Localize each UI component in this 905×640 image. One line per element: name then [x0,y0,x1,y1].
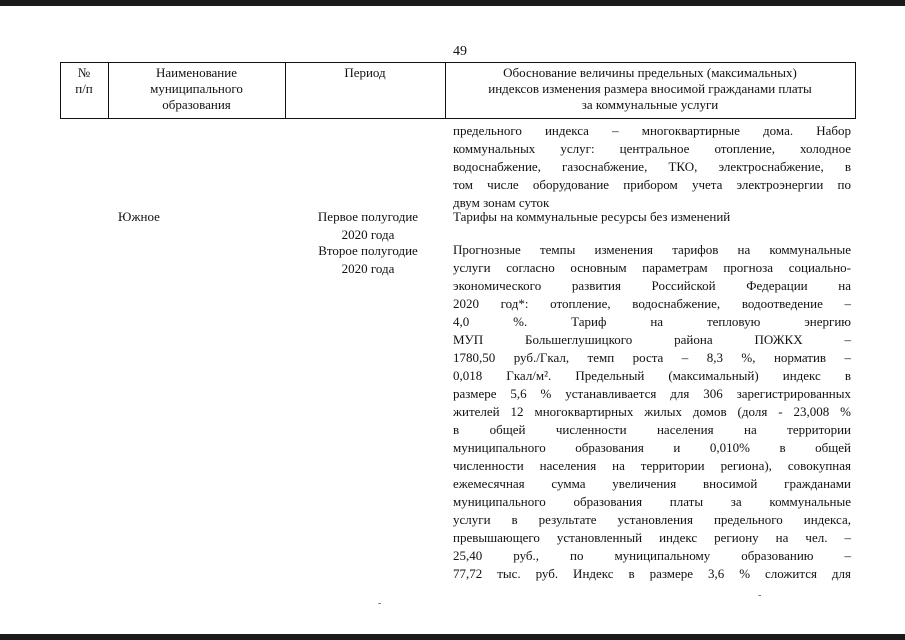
row-text-second-half [453,241,851,583]
text-line: услуги в результате установления предельного индекса, [453,512,851,527]
header-divider [855,62,856,119]
text-line: экономического развития Российской Федерации на [453,278,851,293]
header-number [60,65,108,97]
row-text-first-half [453,208,851,226]
scan-bottom-border [0,634,905,640]
text-line: превышающего установленный индекс региону на чел. – [453,530,851,545]
text-line: муниципального образования и 0,010% в общей [453,440,851,455]
text-line: жителей 12 многоквартирных жилых домов (доля - 23,008 % [453,404,851,419]
scan-speck: - [758,590,762,601]
header-line: индексов изменения размера вносимой гражданами платы [488,81,812,96]
text-line: в общей численности населения на территории [453,422,851,437]
text-line: том числе оборудование прибором учета электроэнергии по [453,177,851,192]
text-line: 2020 год*: отопление, водоснабжение, водоотведение – [453,296,851,311]
header-line: Период [344,65,386,80]
header-top-rule [60,62,855,63]
period-second-half [298,242,438,278]
header-line: муниципального [150,81,243,96]
period-line: 2020 года [341,261,395,276]
text-line: численности населения на территории региона), совокупная [453,458,851,473]
text-line: 25,40 руб., по муниципальному образованию – [453,548,851,563]
text-line: услуги согласно основным параметрам прогноза социально- [453,260,851,275]
header-line: за коммунальные услуги [581,97,719,112]
period-line: Второе полугодие [318,243,418,258]
header-period [285,65,445,81]
text-line: муниципального образования платы за коммунальные [453,494,851,509]
header-line: образования [162,97,231,112]
period-line: 2020 года [341,227,395,242]
text-line: Прогнозные темпы изменения тарифов на коммунальные [453,242,851,257]
text-line: МУП Большеглушицкого района ПОЖКХ – [453,332,851,347]
continuation-paragraph [453,122,851,212]
page-number: 49 [453,44,467,59]
text-line: водоснабжение, газоснабжение, ТКО, электроснабжение, в [453,159,851,174]
text-line: 4,0 %. Тариф на тепловую энергию [453,314,851,329]
scan-top-border [0,0,905,6]
text-line: двум зонам суток [453,195,550,210]
header-line: Наименование [156,65,237,80]
period-line: Первое полугодие [317,209,419,224]
municipality-name: Южное [118,209,160,224]
period-first-half [298,208,438,244]
text-line: коммунальных услуг: центральное отопление, холодное [453,141,851,156]
header-line: № [77,65,91,80]
text-line: предельного индекса – многоквартирные дома. Набор [453,123,851,138]
scan-speck: - [378,598,382,609]
header-line: п/п [75,81,93,96]
text-line: ежемесячная сумма увеличения вносимой гражданами [453,476,851,491]
header-bottom-rule [60,118,855,119]
header-municipality [108,65,285,113]
text-line: Тарифы на коммунальные ресурсы без изменений [453,209,731,224]
text-line: 1780,50 руб./Гкал, темп роста – 8,3 %, норматив – [453,350,851,365]
text-line: 0,018 Гкал/м². Предельный (максимальный) индекс в [453,368,851,383]
text-line: 77,72 тыс. руб. Индекс в размере 3,6 % сложится для [453,566,851,581]
text-line: размере 5,6 % устанавливается для 306 зарегистрированных [453,386,851,401]
header-justification [445,65,855,113]
header-line: Обоснование величины предельных (максимальных) [503,65,797,80]
